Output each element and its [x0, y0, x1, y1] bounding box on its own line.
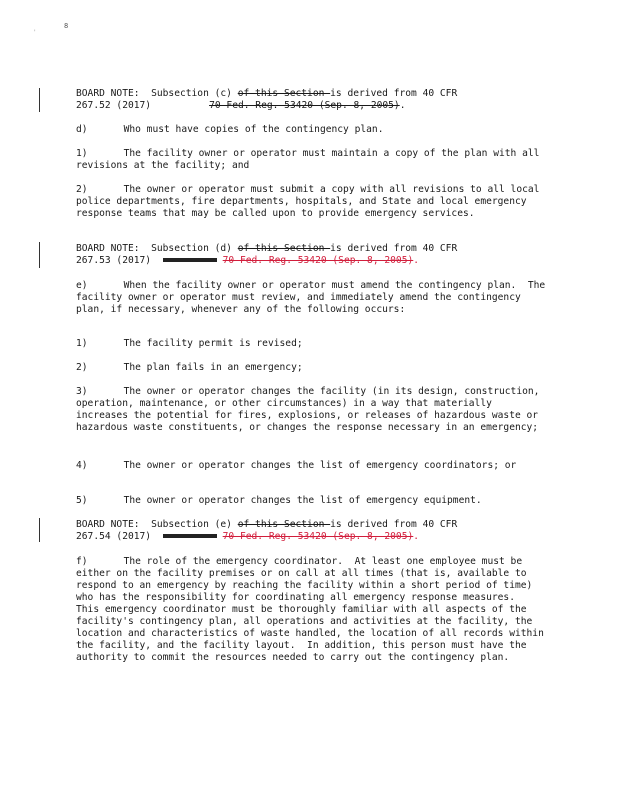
subsection-e-5	[76, 495, 546, 507]
subsection-e-2	[76, 362, 546, 374]
subsection-e	[76, 280, 551, 316]
item-text: The owner or operator changes the list of emergency equipment.	[123, 495, 482, 506]
subsection-e-1	[76, 338, 546, 350]
board-note-e: BOARD NOTE: Subsection (e) of this Section is derived from 40 CFR 267.54 (2017) 70 Fed. Reg. 53420 (Sep. 8, 2005).	[76, 519, 458, 542]
item-text: The facility permit is revised;	[123, 338, 303, 349]
deleted-fed-reg: 70 Fed. Reg. 53420 (Sep. 8, 2005)	[209, 100, 400, 111]
subsection-f	[76, 556, 550, 664]
change-bar	[39, 518, 40, 542]
deleted-fed-reg: 70 Fed. Reg. 53420 (Sep. 8, 2005)	[222, 255, 414, 266]
struck-text: of this Section	[237, 243, 331, 254]
note-text: is derived from 40 CFR	[330, 519, 458, 530]
item-text: The role of the emergency coordinator. At least one employee must be either on the facility premises or on call at all times (that is, available to respond to an emergency by reaching the facility within a short period of time) who has the responsibility for coordinating all emergency response measures. This emergency coordinator must be thoroughly familiar with all aspects of the facility's contingency plan, all operations and activities at the facility, the location and characteristics of waste handled, the location of all records within the facility, and the facility layout. In addition, this person must have the authority to commit the resources needed to carry out the contingency plan.	[76, 556, 550, 663]
item-text: The owner or operator changes the list of emergency coordinators; or	[123, 460, 517, 471]
change-bar	[39, 88, 40, 112]
item-text: The owner or operator must submit a copy with all revisions to all local police departments, fire departments, hospitals, and State and local emergency response teams that may be called upon to provide emergency services.	[76, 184, 546, 219]
item-label: 4)	[76, 460, 88, 471]
subsection-e-3	[76, 386, 546, 434]
item-text: The plan fails in an emergency;	[123, 362, 303, 373]
board-note-d: BOARD NOTE: Subsection (d) of this Section is derived from 40 CFR 267.53 (2017) 70 Fed. Reg. 53420 (Sep. 8, 2005).	[76, 243, 458, 266]
item-label: 1)	[76, 148, 88, 159]
item-text: The owner or operator changes the facility (in its design, construction, operation, maintenance, or other circumstances) in a way that materially increases the potential for fires, explosions, or releases of hazardous waste or hazardous waste constituents, or changes the response necessary in an emergency;	[76, 386, 546, 433]
item-text: Who must have copies of the contingency plan.	[123, 124, 384, 135]
subsection-d	[76, 124, 546, 136]
cfr-citation: 267.52 (2017)	[76, 100, 152, 111]
item-text: When the facility owner or operator must amend the contingency plan. The facility owner or operator must review, and immediately amend the contingency plan, if necessary, whenever any of the following occurs:	[76, 280, 551, 315]
note-text: is derived from 40 CFR	[330, 243, 458, 254]
item-label: d)	[76, 124, 88, 135]
struck-text: of this Section	[237, 88, 331, 99]
subsection-d-1	[76, 148, 546, 172]
item-label: 2)	[76, 184, 88, 195]
item-label: 5)	[76, 495, 88, 506]
subsection-d-2	[76, 184, 546, 220]
note-text: BOARD NOTE: Subsection (d)	[76, 243, 238, 254]
item-label: e)	[76, 280, 88, 291]
board-note-c: BOARD NOTE: Subsection (c) of this Section is derived from 40 CFR 267.52 (2017) 70 Fed. Reg. 53420 (Sep. 8, 2005).	[76, 88, 458, 111]
note-text: BOARD NOTE: Subsection (c)	[76, 88, 238, 99]
page-number: 8	[64, 22, 69, 30]
cfr-citation: 267.54 (2017)	[76, 531, 152, 542]
item-text: The facility owner or operator must maintain a copy of the plan with all revisions at the facility; and	[76, 148, 546, 171]
item-label: 3)	[76, 386, 88, 397]
deleted-fed-reg: 70 Fed. Reg. 53420 (Sep. 8, 2005)	[222, 531, 414, 542]
note-text: BOARD NOTE: Subsection (e)	[76, 519, 238, 530]
change-bar	[39, 242, 40, 268]
redaction-mark	[163, 258, 217, 262]
note-text: is derived from 40 CFR	[330, 88, 458, 99]
item-label: f)	[76, 556, 88, 567]
struck-text: of this Section	[237, 519, 331, 530]
redaction-mark	[163, 534, 217, 538]
item-label: 2)	[76, 362, 88, 373]
item-label: 1)	[76, 338, 88, 349]
scan-speck: '	[33, 29, 37, 36]
cfr-citation: 267.53 (2017)	[76, 255, 152, 266]
subsection-e-4	[76, 460, 546, 472]
